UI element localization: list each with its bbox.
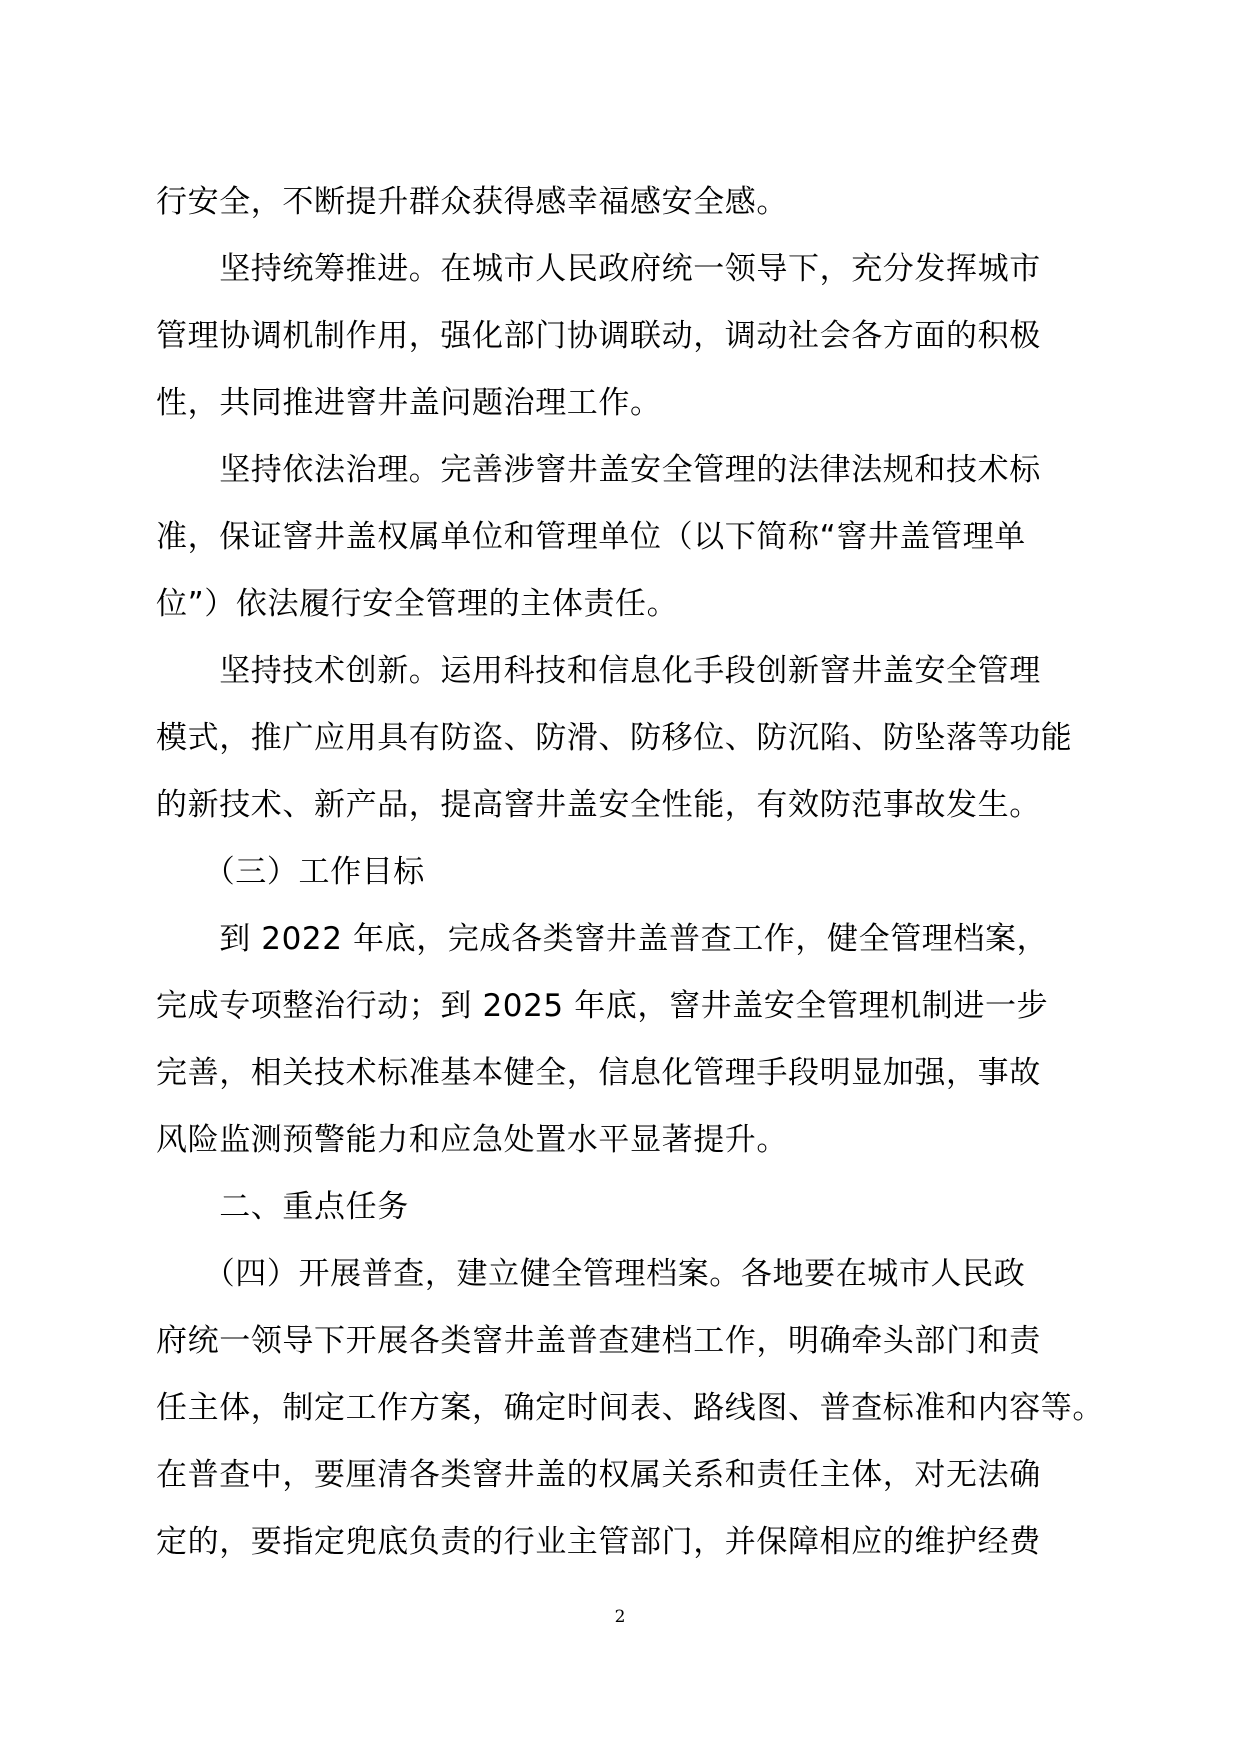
text-line-13: 完成专项整治行动；到 2025 年底，窨井盖安全管理机制进一步 <box>156 988 1049 1024</box>
text-line-19: 任主体，制定工作方案，确定时间表、路线图、普查标准和内容等。 <box>156 1390 1104 1426</box>
text-line-2: 坚持统筹推进。在城市人民政府统一领导下，充分发挥城市 <box>156 251 1041 287</box>
text-line-10: 的新技术、新产品，提高窨井盖安全性能，有效防范事故发生。 <box>156 787 1041 823</box>
text-line-8: 坚持技术创新。运用科技和信息化手段创新窨井盖安全管理 <box>156 653 1041 689</box>
section-heading: （三）工作目标 <box>156 854 425 890</box>
text-line-5: 坚持依法治理。完善涉窨井盖安全管理的法律法规和技术标 <box>156 452 1041 488</box>
text-line-17: （四）开展普查，建立健全管理档案。各地要在城市人民政 <box>156 1256 1026 1292</box>
text-line-20: 在普查中，要厘清各类窨井盖的权属关系和责任主体，对无法确 <box>156 1457 1041 1493</box>
text-line-12: 到 2022 年底，完成各类窨井盖普查工作，健全管理档案， <box>156 921 1049 957</box>
text-line-4: 性，共同推进窨井盖问题治理工作。 <box>156 385 662 421</box>
text-line-6: 准，保证窨井盖权属单位和管理单位（以下简称“窨井盖管理单 <box>156 519 1026 555</box>
chapter-heading: 二、重点任务 <box>156 1189 409 1225</box>
text-line-9: 模式，推广应用具有防盗、防滑、防移位、防沉陷、防坠落等功能 <box>156 720 1073 756</box>
text-line-14: 完善，相关技术标准基本健全，信息化管理手段明显加强，事故 <box>156 1055 1041 1091</box>
text-line-3: 管理协调机制作用，强化部门协调联动，调动社会各方面的积极 <box>156 318 1041 354</box>
text-line-1: 行安全，不断提升群众获得感幸福感安全感。 <box>156 184 788 220</box>
text-line-21: 定的，要指定兜底负责的行业主管部门，并保障相应的维护经费 <box>156 1524 1041 1560</box>
text-line-15: 风险监测预警能力和应急处置水平显著提升。 <box>156 1122 788 1158</box>
text-line-7: 位”）依法履行安全管理的主体责任。 <box>156 586 679 622</box>
text-line-18: 府统一领导下开展各类窨井盖普查建档工作，明确牵头部门和责 <box>156 1323 1041 1359</box>
page-number: 2 <box>614 1607 626 1627</box>
